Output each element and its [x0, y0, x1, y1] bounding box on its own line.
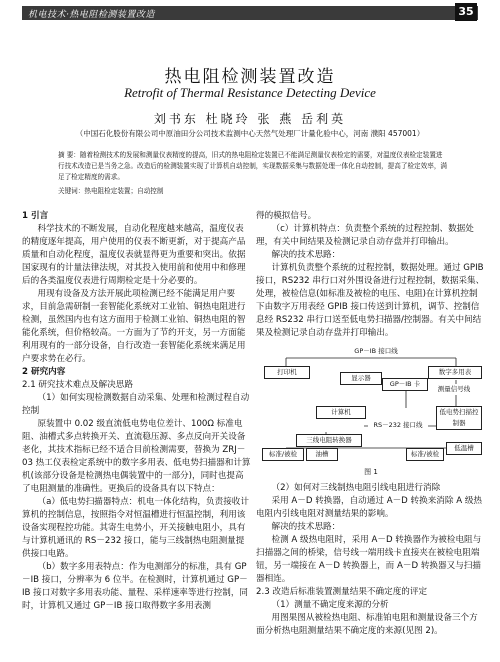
standard-box: 标准/被检 — [262, 448, 304, 461]
paragraph: 采用 A－D 转换器，自动通过 A－D 转换来消除 A 级热电阻内引线电阻对测量结果的影响。 — [256, 496, 483, 519]
right-column — [256, 210, 486, 638]
page-number: 35 — [455, 3, 477, 21]
keywords: 关键词：热电阻检定装置；自动控制 — [58, 187, 164, 195]
paragraph: 得的模拟信号。 — [256, 211, 317, 221]
paragraph: （2）如何对三线制热电阻引线电阻进行消除 — [271, 483, 441, 493]
signal-label: 测量信号线 — [428, 384, 480, 395]
paragraph: 科学技术的不断发展，自动化程度越来越高，温度仪表的精度逐年提高，用户使用的仪表不断更新，对于提高产品质量和自动化程度，温度仪表就显得更为重要和突出。依据国家现有的计量法律法规，对其投入使用前和使用中和修理后的各类温度仪表进行周期检定是十分必要的。 — [22, 224, 246, 286]
figure-caption: 图 1 — [364, 468, 378, 476]
printer-box: 打印机 — [264, 366, 310, 379]
oil-bath-box: 油槽 — [306, 448, 338, 461]
subsection-heading: 2.3 改造后标准装置测量结果不确定度的评定 — [256, 587, 428, 597]
section-heading: 2 研究内容 — [22, 367, 66, 377]
abstract: 摘 要：随着检测技术的发展和测量仪表精度的提高，旧式的热电阻检定装置已不能满足测量仪表检定的需要，对温度仪表检定装置进行技术改造已是当务之急。改造后的检测装置实现了计算机自动控制，实现数据采集与数据处理一体化自动控制，提高了检定效率，满足了检定精度的需求。 — [58, 151, 448, 181]
multimeter-box: 数字多用表 — [428, 366, 482, 379]
section-heading: 1 引言 — [22, 211, 49, 221]
paragraph: 原装置中 0.02 级直流低电势电位差计、100Ω 标准电阻、油槽式多点转换开关、直流稳压源、多点反向开关设备老化，其技术指标已经不适合目前检测需要，替换为 ZRJ－03 热工仪表检定系统中的数字多用表、低电势扫描器和计算机(该部分设备是检测热电偶装置中的一部分)，同时也提高了电阻测量的准确性。更换后的设备具有以下特点： — [22, 419, 251, 494]
converter-box: 三线电阻转换器 — [296, 434, 362, 447]
gpib-card-box: GP－IB 卡 — [382, 378, 428, 391]
paragraph: 用现有设备及方法开展此项检测已经不能满足用户要求，目前急需研制一套智能化系统对工业铂、铜热电阻进行检测，虽然国内也有这方面用于检测工业铂、铜热电阻的智能化系统，但价格较高。一方面为了节约开支，另一方面能利用现有的一部分设备，自行改造一套智能化系统来满足用户要求势在必行。 — [22, 289, 246, 364]
system-diagram — [256, 344, 484, 464]
paragraph: （1）测量不确定度来源的分析 — [271, 600, 389, 610]
display-box: 显示器 — [340, 372, 382, 385]
paragraph: 解决的技术思路： — [271, 250, 341, 260]
paragraph: （a）低电势扫描器特点：机电一体化结构，负责接收计算机的控制信息，按照指令对恒温槽进行恒温控制，利用该设备实现程控功能。其寄生电势小，开关接触电阻小，具有与计算机通讯的 RS－232 接口，能与三线制热电阻测量提供接口电路。 — [22, 497, 249, 559]
paragraph: 解决的技术思路： — [271, 522, 341, 532]
article-title: 热电阻检测装置改造 — [164, 67, 336, 87]
page-header — [0, 0, 500, 40]
paragraph: 计算机负责整个系统的过程控制，数据处理。通过 GPIB 接口，RS232 串行口对外围设备进行过程控制，数据采集、处理，被检信息(如标准及被检的电压、电阻)在计算机控制下由数字万用表经 GPIB 接口传送到计算机，调节、控制信息经 RS232 串行口送至低电势扫描器/控制器。有关中间结果及检测记录自动存盘并打印输出。 — [256, 263, 485, 338]
subsection-heading: 2.1 研究技术难点及解决思路 — [22, 380, 133, 390]
rs232-label: RS－232 接口线 — [368, 420, 428, 431]
paragraph: 检测 A 级热电阻时，采用 A－D 转换器作为被检电阻与扫描器之间的桥梁，信号线一端用线卡直接夹在被检电阻端钮，另一端接在 A－D 转换器上，而 A－D 转换器又与扫描器相连。 — [256, 535, 482, 584]
cold-bath-box: 低温槽 — [446, 442, 482, 455]
paragraph: （b）数字多用表特点：作为电测部分的标准，具有 GP－IB 接口，分辨率为 6 位半。在检测时，计算机通过 GP－IB 接口对数字多用表功能、量程、采样速率等进行控制，同时，计算机又通过 GP－IB 接口取得数字多用表测 — [22, 562, 249, 611]
english-title: Retrofit of Thermal Resistance Detecting Device — [124, 85, 376, 100]
left-column — [22, 210, 252, 613]
affiliation: （中国石化股份有限公司中原油田分公司技术监测中心天然气处理厂计量化验中心，河南 濮阳 457001） — [75, 129, 425, 138]
journal-name: 机电技术·热电阻检测装置改造 — [28, 10, 155, 20]
paragraph: （c）计算机特点：负责整个系统的过程控制、数据处理，有关中间结果及检测记录自动存盘并打印输出。 — [256, 224, 474, 247]
paragraph: （1）如何实现检测数据自动采集、处理和检测过程自动控制 — [22, 393, 250, 416]
gpib-label: GP－IB 接口线 — [351, 346, 401, 357]
scanner-box: 低电势扫描控制器 — [436, 406, 482, 430]
standard-box-2: 标准/被检 — [406, 448, 444, 461]
computer-box: 计算机 — [316, 406, 366, 419]
paragraph: 用图果图从被检热电阻、标准铂电阻和测量设备三个方面分析热电阻测量结果不确定度的来源(见图 2)。 — [256, 613, 478, 636]
authors: 刘书东 杜晓玲 张 燕 岳利英 — [153, 112, 347, 126]
